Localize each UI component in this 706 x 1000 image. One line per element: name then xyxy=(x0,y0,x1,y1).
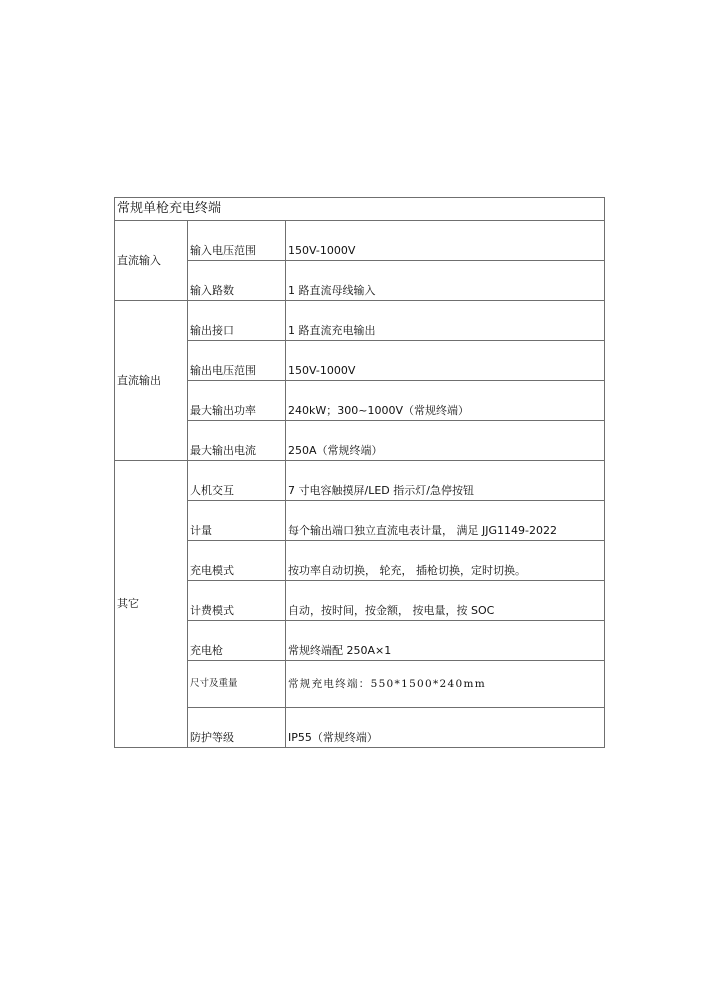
spec-item-value: 1 路直流母线输入 xyxy=(286,261,605,301)
spec-item-label: 充电枪 xyxy=(188,621,286,661)
spec-item-label: 人机交互 xyxy=(188,461,286,501)
table-row xyxy=(115,221,605,261)
table-row xyxy=(115,421,605,461)
spec-item-value: 250A（常规终端） xyxy=(286,421,605,461)
spec-item-value: 每个输出端口独立直流电表计量， 满足 JJG1149-2022 xyxy=(286,501,605,541)
spec-item-value: 常规终端配 250A×1 xyxy=(286,621,605,661)
spec-item-value: 1 路直流充电输出 xyxy=(286,301,605,341)
spec-item-label: 最大输出功率 xyxy=(188,381,286,421)
table-row xyxy=(115,261,605,301)
spec-item-label: 计费模式 xyxy=(188,581,286,621)
spec-item-label: 防护等级 xyxy=(188,708,286,748)
table-row xyxy=(115,341,605,381)
spec-item-value: 自动，按时间，按金额， 按电量，按 SOC xyxy=(286,581,605,621)
spec-item-value: 150V-1000V xyxy=(286,221,605,261)
section-label-dc-input: 直流输入 xyxy=(115,221,188,301)
table-row xyxy=(115,661,605,708)
spec-item-label: 输出电压范围 xyxy=(188,341,286,381)
spec-item-value: IP55（常规终端） xyxy=(286,708,605,748)
spec-item-label: 输入路数 xyxy=(188,261,286,301)
spec-item-value: 常规充电终端：550*1500*240mm xyxy=(286,661,605,708)
table-row xyxy=(115,501,605,541)
spec-item-value: 240kW；300~1000V（常规终端） xyxy=(286,381,605,421)
table-row xyxy=(115,621,605,661)
table-title-row xyxy=(115,198,605,221)
spec-item-value: 7 寸电容触摸屏/LED 指示灯/急停按钮 xyxy=(286,461,605,501)
table-row xyxy=(115,381,605,421)
spec-item-value: 按功率自动切换， 轮充， 插枪切换，定时切换。 xyxy=(286,541,605,581)
table-title: 常规单枪充电终端 xyxy=(115,198,605,221)
table-row xyxy=(115,461,605,501)
table-row xyxy=(115,301,605,341)
spec-item-label: 充电模式 xyxy=(188,541,286,581)
spec-item-label: 尺寸及重量 xyxy=(188,661,286,708)
spec-item-label: 输出接口 xyxy=(188,301,286,341)
spec-item-label: 输入电压范围 xyxy=(188,221,286,261)
table-row xyxy=(115,708,605,748)
section-label-dc-output: 直流输出 xyxy=(115,301,188,461)
table-row xyxy=(115,581,605,621)
section-label-other: 其它 xyxy=(115,461,188,748)
spec-table xyxy=(114,197,605,748)
spec-item-label: 计量 xyxy=(188,501,286,541)
table-row xyxy=(115,541,605,581)
spec-item-value: 150V-1000V xyxy=(286,341,605,381)
spec-item-label: 最大输出电流 xyxy=(188,421,286,461)
